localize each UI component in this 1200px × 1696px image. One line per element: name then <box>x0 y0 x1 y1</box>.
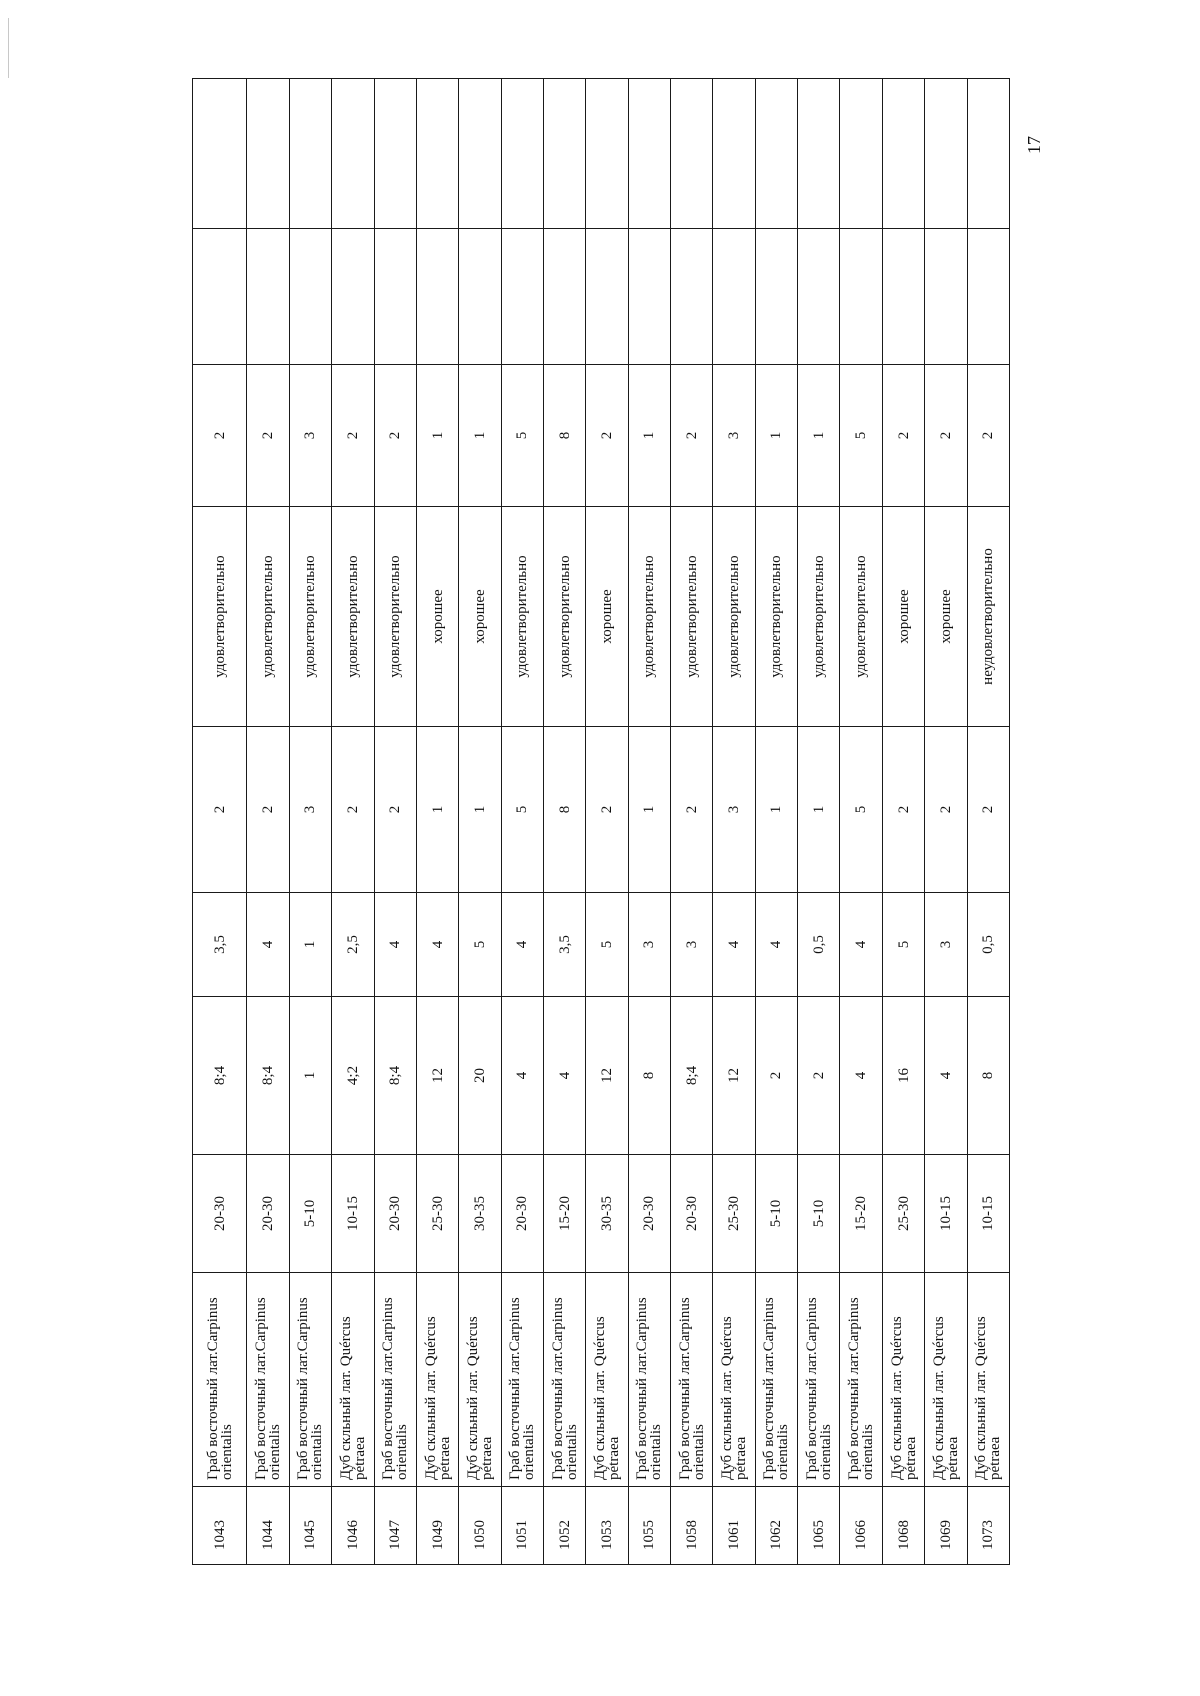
table-row <box>925 79 967 1565</box>
cell-id: 1069 <box>925 1487 967 1565</box>
cell-age: 5-10 <box>798 1155 840 1273</box>
cell-age: 20-30 <box>374 1155 416 1273</box>
cell-condition: неудовлетворительно <box>967 507 1009 727</box>
cell-col9 <box>840 229 882 365</box>
cell-age: 30-35 <box>459 1155 501 1273</box>
cell-col9 <box>586 229 628 365</box>
cell-col6: 3 <box>713 727 755 893</box>
cell-age: 10-15 <box>967 1155 1009 1273</box>
cell-species: Граб восточный лат.Carpinus orientalis <box>671 1273 713 1487</box>
cell-species: Дуб скльный лат. Quércus pétraea <box>925 1273 967 1487</box>
cell-species: Дуб скльный лат. Quércus pétraea <box>416 1273 458 1487</box>
cell-age: 20-30 <box>193 1155 247 1273</box>
cell-id: 1065 <box>798 1487 840 1565</box>
cell-col9 <box>628 229 670 365</box>
cell-col4: 8 <box>967 997 1009 1155</box>
cell-col8: 1 <box>755 365 797 507</box>
cell-id: 1045 <box>289 1487 331 1565</box>
cell-col10 <box>628 79 670 229</box>
cell-col5: 1 <box>289 893 331 997</box>
cell-col10 <box>798 79 840 229</box>
cell-species: Граб восточный лат.Carpinus orientalis <box>374 1273 416 1487</box>
cell-col10 <box>840 79 882 229</box>
cell-col9 <box>713 229 755 365</box>
cell-col9 <box>543 229 585 365</box>
cell-col5: 5 <box>586 893 628 997</box>
cell-col4: 8;4 <box>247 997 289 1155</box>
cell-col5: 3,5 <box>543 893 585 997</box>
cell-col8: 5 <box>501 365 543 507</box>
cell-age: 25-30 <box>416 1155 458 1273</box>
cell-col8: 2 <box>882 365 924 507</box>
cell-col10 <box>755 79 797 229</box>
cell-col6: 2 <box>671 727 713 893</box>
cell-id: 1050 <box>459 1487 501 1565</box>
cell-col9 <box>798 229 840 365</box>
cell-col8: 1 <box>416 365 458 507</box>
cell-id: 1052 <box>543 1487 585 1565</box>
cell-condition: хорошее <box>416 507 458 727</box>
cell-age: 20-30 <box>628 1155 670 1273</box>
cell-col9 <box>501 229 543 365</box>
cell-col9 <box>416 229 458 365</box>
cell-col10 <box>289 79 331 229</box>
cell-col8: 2 <box>671 365 713 507</box>
cell-col4: 4;2 <box>332 997 374 1155</box>
cell-age: 10-15 <box>332 1155 374 1273</box>
cell-col6: 8 <box>543 727 585 893</box>
cell-col6: 2 <box>586 727 628 893</box>
cell-col10 <box>374 79 416 229</box>
cell-col8: 2 <box>332 365 374 507</box>
cell-col4: 2 <box>798 997 840 1155</box>
cell-age: 20-30 <box>501 1155 543 1273</box>
cell-col5: 5 <box>459 893 501 997</box>
cell-age: 30-35 <box>586 1155 628 1273</box>
cell-condition: хорошее <box>925 507 967 727</box>
cell-age: 15-20 <box>543 1155 585 1273</box>
cell-id: 1049 <box>416 1487 458 1565</box>
cell-col4: 20 <box>459 997 501 1155</box>
table-row <box>586 79 628 1565</box>
cell-col9 <box>289 229 331 365</box>
cell-age: 20-30 <box>247 1155 289 1273</box>
table-row <box>193 79 247 1565</box>
cell-col5: 4 <box>713 893 755 997</box>
cell-species: Граб восточный лат.Carpinus orientalis <box>755 1273 797 1487</box>
cell-species: Дуб скльный лат. Quércus pétraea <box>459 1273 501 1487</box>
cell-col10 <box>967 79 1009 229</box>
cell-col10 <box>416 79 458 229</box>
cell-condition: удовлетворительно <box>713 507 755 727</box>
cell-col10 <box>193 79 247 229</box>
cell-col9 <box>925 229 967 365</box>
cell-col4: 2 <box>755 997 797 1155</box>
cell-col9 <box>374 229 416 365</box>
cell-col8: 1 <box>628 365 670 507</box>
cell-col9 <box>755 229 797 365</box>
table-row <box>416 79 458 1565</box>
cell-col6: 2 <box>882 727 924 893</box>
cell-age: 15-20 <box>840 1155 882 1273</box>
cell-col4: 4 <box>543 997 585 1155</box>
cell-col5: 4 <box>416 893 458 997</box>
cell-col9 <box>967 229 1009 365</box>
cell-species: Граб восточный лат.Carpinus orientalis <box>193 1273 247 1487</box>
cell-age: 5-10 <box>755 1155 797 1273</box>
cell-col4: 8;4 <box>374 997 416 1155</box>
cell-col4: 12 <box>586 997 628 1155</box>
cell-col8: 2 <box>193 365 247 507</box>
table-row <box>967 79 1009 1565</box>
cell-condition: удовлетворительно <box>798 507 840 727</box>
cell-col10 <box>501 79 543 229</box>
cell-col8: 2 <box>247 365 289 507</box>
cell-col4: 1 <box>289 997 331 1155</box>
cell-condition: удовлетворительно <box>628 507 670 727</box>
cell-id: 1073 <box>967 1487 1009 1565</box>
cell-condition: удовлетворительно <box>501 507 543 727</box>
cell-col10 <box>586 79 628 229</box>
cell-col5: 4 <box>374 893 416 997</box>
cell-age: 25-30 <box>713 1155 755 1273</box>
cell-col5: 3,5 <box>193 893 247 997</box>
cell-id: 1053 <box>586 1487 628 1565</box>
cell-col8: 1 <box>798 365 840 507</box>
cell-condition: хорошее <box>459 507 501 727</box>
cell-col6: 1 <box>416 727 458 893</box>
cell-species: Дуб скльный лат. Quércus pétraea <box>882 1273 924 1487</box>
cell-col6: 2 <box>925 727 967 893</box>
cell-col5: 4 <box>840 893 882 997</box>
cell-col6: 1 <box>628 727 670 893</box>
cell-col5: 2,5 <box>332 893 374 997</box>
cell-id: 1062 <box>755 1487 797 1565</box>
cell-col5: 4 <box>247 893 289 997</box>
cell-condition: удовлетворительно <box>289 507 331 727</box>
cell-age: 20-30 <box>671 1155 713 1273</box>
cell-col8: 5 <box>840 365 882 507</box>
cell-col6: 1 <box>459 727 501 893</box>
cell-id: 1051 <box>501 1487 543 1565</box>
tree-inventory-table <box>192 78 1010 1565</box>
cell-id: 1066 <box>840 1487 882 1565</box>
cell-condition: хорошее <box>586 507 628 727</box>
cell-col6: 2 <box>374 727 416 893</box>
cell-col4: 4 <box>925 997 967 1155</box>
cell-condition: удовлетворительно <box>247 507 289 727</box>
table-row <box>882 79 924 1565</box>
cell-col5: 5 <box>882 893 924 997</box>
cell-col8: 2 <box>586 365 628 507</box>
table-row <box>374 79 416 1565</box>
cell-col10 <box>882 79 924 229</box>
cell-species: Граб восточный лат.Carpinus orientalis <box>247 1273 289 1487</box>
cell-col5: 3 <box>628 893 670 997</box>
cell-col10 <box>247 79 289 229</box>
cell-id: 1043 <box>193 1487 247 1565</box>
table-row <box>628 79 670 1565</box>
cell-col9 <box>882 229 924 365</box>
cell-age: 25-30 <box>882 1155 924 1273</box>
cell-col6: 3 <box>289 727 331 893</box>
cell-col10 <box>925 79 967 229</box>
cell-age: 10-15 <box>925 1155 967 1273</box>
cell-col4: 12 <box>713 997 755 1155</box>
cell-col8: 8 <box>543 365 585 507</box>
cell-col4: 12 <box>416 997 458 1155</box>
table-row <box>247 79 289 1565</box>
cell-species: Граб восточный лат.Carpinus orientalis <box>840 1273 882 1487</box>
cell-species: Граб восточный лат.Carpinus orientalis <box>543 1273 585 1487</box>
cell-id: 1061 <box>713 1487 755 1565</box>
cell-condition: удовлетворительно <box>755 507 797 727</box>
cell-col8: 3 <box>713 365 755 507</box>
table-row <box>798 79 840 1565</box>
cell-col5: 0,5 <box>798 893 840 997</box>
cell-col9 <box>332 229 374 365</box>
table-row <box>840 79 882 1565</box>
cell-col10 <box>543 79 585 229</box>
cell-col8: 3 <box>289 365 331 507</box>
cell-col8: 1 <box>459 365 501 507</box>
cell-col6: 2 <box>193 727 247 893</box>
cell-col10 <box>332 79 374 229</box>
cell-age: 5-10 <box>289 1155 331 1273</box>
cell-id: 1068 <box>882 1487 924 1565</box>
cell-col8: 2 <box>374 365 416 507</box>
cell-col4: 8 <box>628 997 670 1155</box>
cell-col6: 2 <box>247 727 289 893</box>
cell-col9 <box>459 229 501 365</box>
cell-col6: 5 <box>840 727 882 893</box>
cell-id: 1047 <box>374 1487 416 1565</box>
cell-species: Дуб скльный лат. Quércus pétraea <box>332 1273 374 1487</box>
cell-condition: хорошее <box>882 507 924 727</box>
cell-condition: удовлетворительно <box>671 507 713 727</box>
cell-col5: 3 <box>671 893 713 997</box>
cell-col5: 4 <box>501 893 543 997</box>
cell-species: Граб восточный лат.Carpinus orientalis <box>628 1273 670 1487</box>
cell-species: Дуб скльный лат. Quércus pétraea <box>967 1273 1009 1487</box>
cell-col6: 5 <box>501 727 543 893</box>
cell-id: 1058 <box>671 1487 713 1565</box>
cell-col9 <box>193 229 247 365</box>
cell-condition: удовлетворительно <box>332 507 374 727</box>
cell-species: Дуб скльный лат. Quércus pétraea <box>586 1273 628 1487</box>
cell-col6: 2 <box>967 727 1009 893</box>
table-row <box>289 79 331 1565</box>
cell-col10 <box>713 79 755 229</box>
cell-species: Дуб скльный лат. Quércus pétraea <box>713 1273 755 1487</box>
cell-col6: 1 <box>755 727 797 893</box>
cell-col9 <box>671 229 713 365</box>
cell-col10 <box>459 79 501 229</box>
page-number: 17 <box>1024 136 1044 154</box>
table-row <box>501 79 543 1565</box>
cell-condition: удовлетворительно <box>193 507 247 727</box>
cell-condition: удовлетворительно <box>543 507 585 727</box>
cell-species: Граб восточный лат.Carpinus orientalis <box>289 1273 331 1487</box>
cell-species: Граб восточный лат.Carpinus orientalis <box>798 1273 840 1487</box>
cell-col10 <box>671 79 713 229</box>
table-row <box>713 79 755 1565</box>
cell-col5: 3 <box>925 893 967 997</box>
table-row <box>459 79 501 1565</box>
cell-col6: 2 <box>332 727 374 893</box>
cell-col4: 8;4 <box>193 997 247 1155</box>
cell-id: 1044 <box>247 1487 289 1565</box>
cell-species: Граб восточный лат.Carpinus orientalis <box>501 1273 543 1487</box>
cell-condition: удовлетворительно <box>840 507 882 727</box>
cell-col8: 2 <box>925 365 967 507</box>
table-row <box>332 79 374 1565</box>
cell-id: 1046 <box>332 1487 374 1565</box>
cell-col4: 4 <box>840 997 882 1155</box>
cell-col4: 8;4 <box>671 997 713 1155</box>
cell-col5: 0,5 <box>967 893 1009 997</box>
table-row <box>543 79 585 1565</box>
table-row <box>671 79 713 1565</box>
cell-col9 <box>247 229 289 365</box>
cell-col6: 1 <box>798 727 840 893</box>
cell-col4: 16 <box>882 997 924 1155</box>
cell-col4: 4 <box>501 997 543 1155</box>
cell-condition: удовлетворительно <box>374 507 416 727</box>
cell-col5: 4 <box>755 893 797 997</box>
cell-col8: 2 <box>967 365 1009 507</box>
cell-id: 1055 <box>628 1487 670 1565</box>
table-row <box>755 79 797 1565</box>
